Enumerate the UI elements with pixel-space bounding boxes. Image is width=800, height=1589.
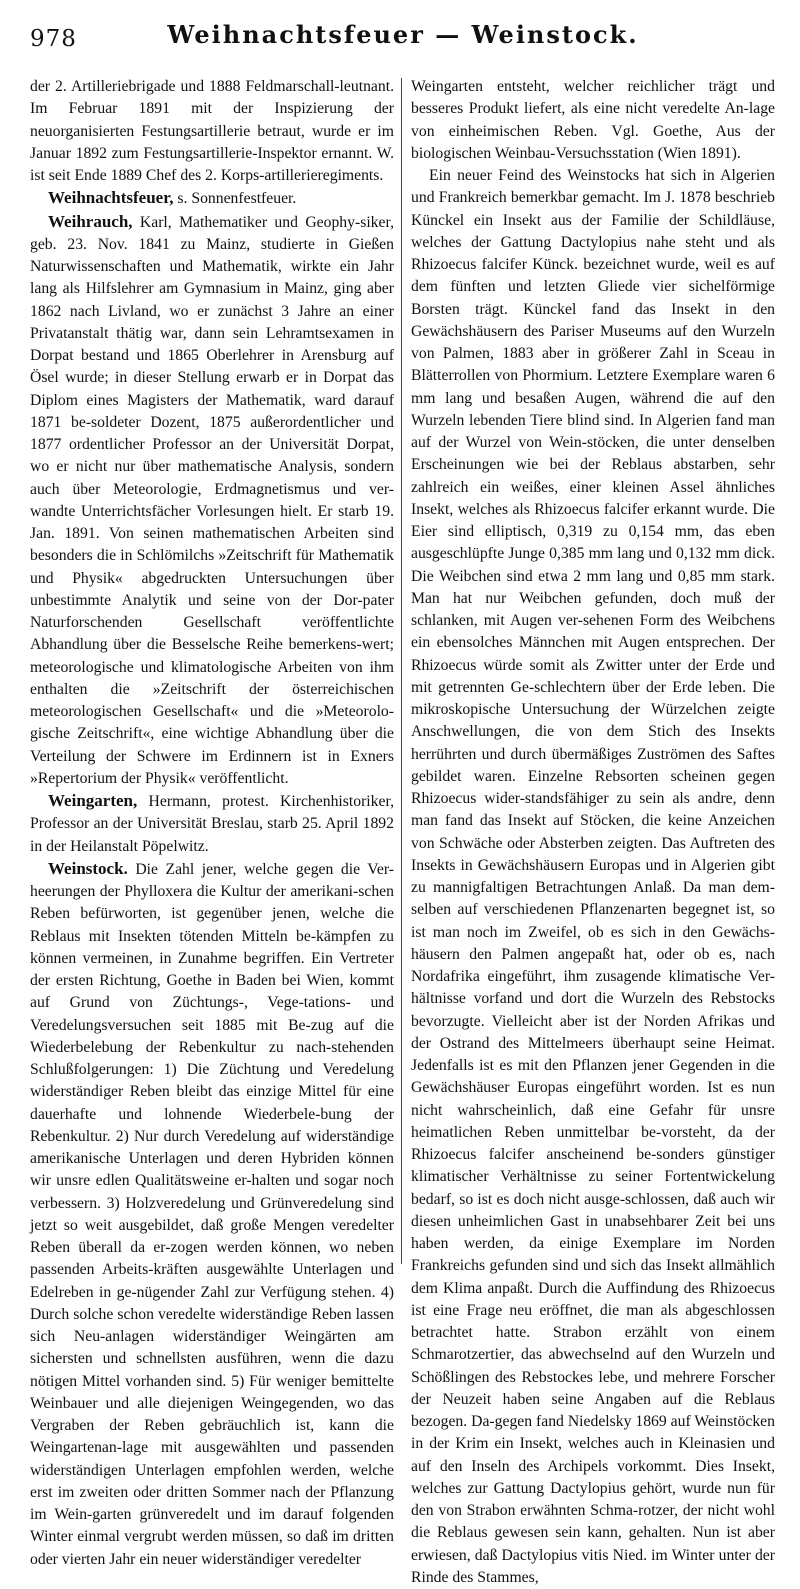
entry-lemma: Weihnachtsfeuer, bbox=[48, 188, 174, 208]
entry-weihnachtsfeuer bbox=[30, 187, 394, 210]
entry-text: Die Zahl jener, welche gegen die Ver-heerungen der Phylloxera die Kultur der amerikani-schen Reben befürworten, ist gegenüber jenen, welche die Reblaus mit Insekten tötenden Mitteln be-kämpfen zu können vermeinen, in Zunahme begriffen. Ein Vertreter der ersten Richtung, Goethe in Baden bei Wien, kommt auf Grund von Züchtungs-, Vege-tations- und Veredelungsversuchen seit 1885 mit Be-zug auf die Wiederbelebung der Rebenkultur zu nach-stehenden Schlußfolgerungen: 1) Die Züchtung und Veredelung widerständiger Reben bleibt das einzige Mittel für eine dauerhafte und lohnende Wiederbele-bung der Rebenkultur. 2) Nur durch Veredelung auf widerständige amerikanische Unterlagen und deren Hybriden können wir unsre edlen Qualitätsweine er-halten und sogar noch verbessern. 3) Holzveredelung und Grünveredelung sind jetzt so weit ausgebildet, daß große Mengen veredelter Reben überall da er-zogen werden können, wo neben passenden Arbeits-kräften ausgewählte Unterlagen und Edelreben in ge-nügender Zahl zur Verfügung stehen. 4) Durch solche schon veredelte widerständige Reben lassen sich Neu-anlagen widerständiger Weingärten am sichersten und schnellsten ausführen, wenn die dazu nötigen Mittel vorhanden sind. 5) Für weniger bemittelte Weinbauer und alle diejenigen Weingegenden, wo das Vergraben der Reben gebräuchlich ist, kann die Weingartenan-lage mit ausgewählten und passenden widerständigen Unterlagen empfohlen werden, welche erst im zweiten oder dritten Sommer nach der Pflanzung im Wein-garten grünveredelt und im darauf folgenden Winter einmal vergrubt werden müssen, so daß im dritten oder vierten Jahr ein neuer widerständiger veredelter bbox=[30, 860, 394, 1568]
entry-lemma: Weinstock. bbox=[48, 858, 128, 878]
left-column bbox=[30, 76, 394, 1568]
running-title: Weihnachtsfeuer — Weinstock. bbox=[167, 20, 639, 49]
paragraph: Ein neuer Feind des Weinstocks hat sich in Algerien und Frankreich bemerkbar gemacht. Im J. 1878 beschrieb Künckel ein Insekt aus der Familie der Schildläuse, welches der Gattung Dactylopius nahe steht und als Rhizoecus falcifer Künck. bezeichnet wurde, weil es auf dem fünften und letzten Gliede vier sichelförmige Borsten trägt. Künckel fand das Insekt in den Gewächshäusern des Pariser Museums auf den Wurzeln von Palmen, 1883 aber in größerer Zahl in Sceau in Blätterrollen von Phormium. Letztere Exemplare waren 6 mm lang und besaßen Augen, während die auf den Wurzeln lebenden Tiere blind sind. In Algerien fand man auf der Wurzel von Wein-stöcken, die unter denselben Erscheinungen wie bei der Reblaus abstarben, sehr zahlreich ein weißes, einer kleinen Assel ähnliches Insekt, welches als Rhizoecus falcifer erkannt wurde. Die Eier sind elliptisch, 0,319 zu 0,154 mm, das eben ausgeschlüpfte Junge 0,385 mm lang und 0,132 mm dick. Die Weibchen sind etwa 2 mm lang und 0,85 mm stark. Man hat nur Weibchen gefunden, doch muß der schlanken, mit Augen ver-sehenen Form des Weibchens ein ebensolches Männchen mit Augen entsprechen. Der Rhizoecus würde somit als Zwitter unter der Erde und mit getrennten Ge-schlechtern über der Erde leben. Die mikroskopische Untersuchung der Würzelchen zeigte Anschwellungen, die von dem Stich des Insekts herrührten und durch übermäßiges Zuströmen des Saftes gebildet waren. Einzelne Rebsorten scheinen gegen Rhizoecus wider-standsfähiger zu sein als andre, denn man fand das Insekt auf Stöcken, die keine Anzeichen von Schwäche oder Absterben zeigten. Das Auftreten des Insekts in Gewächshäusern Europas und in Algerien gibt zu mannigfaltigen Betrachtungen Anlaß. Da man dem-selben auf verschiedenen Pflanzenarten begegnet ist, so ist man noch im Zweifel, ob es sich in den Gewächs-häusern den Palmen angepaßt hat, oder ob es, nach Nordafrika eingeführt, ihm zusagende klimatische Ver-hältnisse vorfand und dort die Wurzeln des Rebstocks bevorzugte. Vielleicht aber ist der Norden Afrikas und der Ostrand des Mittelmeers überhaupt seine Heimat. Jedenfalls ist es mit den Pflanzen jener Gegenden in die Gewächshäuser Europas eingeführt worden. Ist es nun nicht wahrscheinlich, daß eine Gefahr für unsre heimatlichen Reben unmittelbar be-vorsteht, da der Rhizoecus falcifer anscheinend be-sonders günstiger klimatischer Verhältnisse zu seiner Fortentwickelung bedarf, so ist es doch nicht ausge-schlossen, daß auch wir diesen unheimlichen Gast in unabsehbarer Zeit bei uns haben werden, da einige Exemplare im Norden Frankreichs gefunden sind und sich das Insekt allmählich dem Klima anpaßt. Durch die Auffindung des Rhizoecus ist eine Frage neu eröffnet, die man als abgeschlossen betrachtet hatte. Strabon erzählt von einem Schmarotzertier, das abwechselnd auf den Wurzeln und Schößlingen des Rebstockes lebe, und mehrere Forscher der Neuzeit haben seine Angaben auf die Reblaus bezogen. Da-gegen fand Niedelsky 1869 auf Weinstöcken in der Krim ein Insekt, welches auch in Kleinasien und auf den Inseln des Archipels vorkommt. Dies Insekt, welches zur Gattung Dactylopius gehört, wurde nun für den von Strabon erwähnten Schma-rotzer, der nicht wohl die Reblaus gewesen sein kann, gehalten. Nun ist aber erwiesen, daß Dactylopius vitis Nied. im Winter unter der Rinde des Stammes, bbox=[411, 167, 775, 1586]
right-column bbox=[411, 76, 775, 1586]
entry-text: Karl, Mathematiker und Geophy-siker, geb. 23. Nov. 1841 zu Mainz, studierte in Gießen Naturwissenschaften und Mathematik, wirkte ein Jahr lang als Hilfslehrer am Gymnasium in Mainz, ging aber 1862 nach Livland, wo er zunächst 3 Jahre an einer Privatanstalt thätig war, dann sein Lehramtsexamen in Dorpat bestand und 1865 Oberlehrer in Arensburg auf Ösel wurde; in dieser Stellung erwarb er in Dorpat das Diplom eines Magisters der Mathematik, ward darauf 1871 be-soldeter Dozent, 1875 außerordentlicher und 1877 ordentlicher Professor an der Universität Dorpat, wo er nicht nur über mathematische Analysis, sondern auch über Meteorologie, Erdmagnetismus und ver-wandte Unterrichtsfächer Vorlesungen hielt. Er starb 19. Jan. 1891. Von seinen mathematischen Arbeiten sind besonders die in Schlömilchs »Zeitschrift für Mathematik und Physik« abgedruckten Untersuchungen über unbestimmte Analytik und seine von der Dor-pater Naturforschenden Gesellschaft veröffentlichte Abhandlung über die Besselsche Reihe bemerkens-wert; meteorologische und klimatologische Arbeiten von ihm enthalten die »Zeitschrift der österreichischen meteorologischen Gesellschaft« und die »Meteorolo-gische Zeitschrift«, eine wichtige Abhandlung über die Verteilung der Schwere im Erdinnern ist in Exners »Repertorium der Physik« veröffentlicht. bbox=[30, 213, 394, 787]
paragraph: Weingarten entsteht, welcher reichlicher trägt und besseres Produkt liefert, als eine nicht veredelte An-lage von einheimischen Reben. Vgl. Goethe, Aus der biologischen Weinbau-Versuchsstation (Wien 1891). bbox=[411, 78, 775, 162]
entry-text: s. Sonnenfestfeuer. bbox=[173, 190, 297, 208]
entry-lemma: Weingarten, bbox=[48, 791, 138, 810]
entry-text: Hermann, protest. Kirchenhistoriker, Professor an der Universität Breslau, starb 25. April 1892 in der Heilanstalt Pöpelwitz. bbox=[30, 793, 394, 855]
page-number: 978 bbox=[30, 26, 77, 52]
entry-weingarten bbox=[30, 790, 394, 858]
entry-weinstock bbox=[30, 858, 394, 1571]
entry-lemma: Weihrauch, bbox=[48, 211, 133, 231]
entry-weihrauch bbox=[30, 211, 394, 791]
entry-continuation bbox=[30, 76, 394, 187]
page-header bbox=[30, 14, 776, 58]
column-divider bbox=[401, 78, 402, 1264]
entry-text: der 2. Artilleriebrigade und 1888 Feldmarschall-leutnant. Im Februar 1891 mit der Inspizierung der neuorganisierten Festungsartillerie betraut, wurde er im Januar 1892 zum Festungsartillerie-Inspektor ernannt. W. ist seit Ende 1889 Chef des 2. Korps-artillerieregiments. bbox=[30, 78, 394, 184]
